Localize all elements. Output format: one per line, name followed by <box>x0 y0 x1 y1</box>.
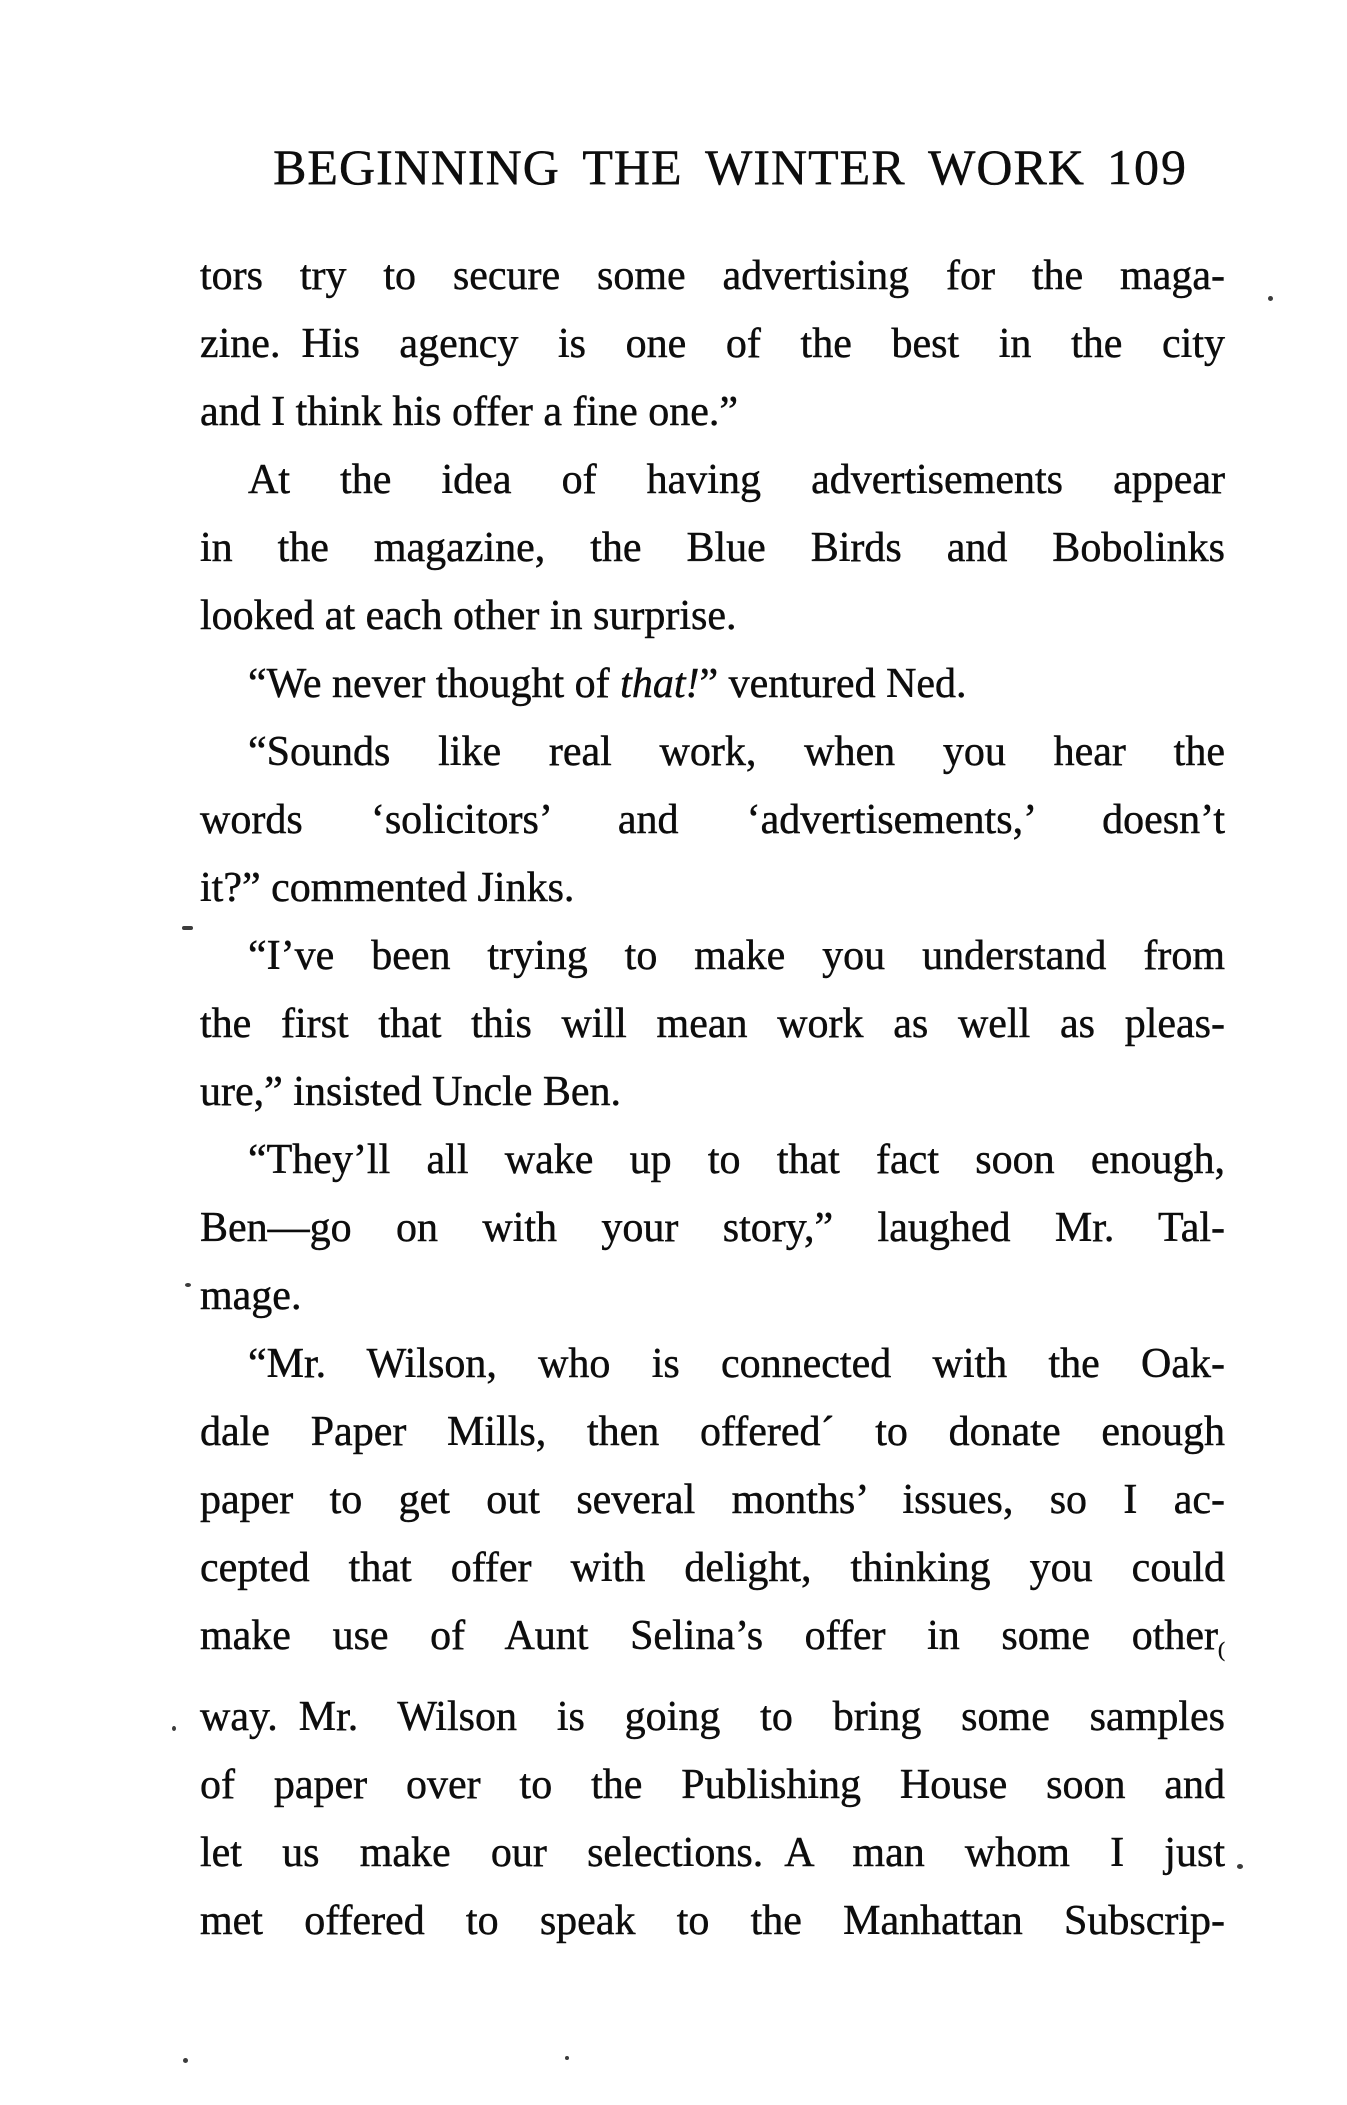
text-line <box>200 1887 1225 1955</box>
text-segment: ” ventured Ned. <box>699 661 967 707</box>
scan-speck <box>185 1283 191 1287</box>
text-segment: “We never thought of <box>248 661 621 707</box>
text-line <box>200 1058 1225 1126</box>
text-line <box>200 1602 1225 1683</box>
text-segment: looked at each other in surprise. <box>200 593 737 639</box>
text-segment: “I’ve been trying to make you understand from <box>248 933 1225 979</box>
text-line <box>200 1330 1225 1398</box>
text-segment: cepted that offer with delight, thinking you could <box>200 1545 1225 1591</box>
text-line <box>200 378 1225 446</box>
text-segment: zine. His agency is one of the best in the city <box>200 321 1225 367</box>
text-segment: let us make our selections. A man whom I just <box>200 1830 1225 1877</box>
text-line <box>200 582 1225 650</box>
text-line <box>200 1194 1225 1262</box>
text-line <box>200 1398 1225 1466</box>
body-text <box>200 242 1225 1955</box>
chapter-title: BEGINNING THE WINTER WORK <box>273 139 1085 195</box>
text-line <box>200 1534 1225 1602</box>
text-line <box>200 242 1225 310</box>
scan-speck <box>182 926 193 930</box>
text-line <box>200 718 1225 786</box>
text-segment: mage. <box>200 1273 302 1319</box>
text-line <box>200 1262 1225 1330</box>
text-line <box>200 1126 1225 1194</box>
text-line <box>200 854 1225 922</box>
text-segment: paper to get out several months’ issues, so I ac- <box>200 1477 1225 1523</box>
text-line <box>200 650 1225 718</box>
text-segment: the first that this will mean work as well as pleas- <box>200 1001 1225 1047</box>
text-segment: dale Paper Mills, then offered´ to donate enough <box>200 1409 1225 1455</box>
italic-text: that! <box>620 661 700 707</box>
text-segment: “Sounds like real work, when you hear the <box>248 729 1225 775</box>
scan-speck <box>1268 296 1273 301</box>
text-segment: ure,” insisted Uncle Ben. <box>200 1069 622 1115</box>
running-header <box>200 139 1225 195</box>
text-segment: “They’ll all wake up to that fact soon enough, <box>248 1137 1225 1183</box>
text-segment: it?” commented Jinks. <box>200 865 575 911</box>
scan-speck <box>172 1726 176 1731</box>
page-number: 109 <box>1106 139 1188 195</box>
text-line <box>200 446 1225 514</box>
text-segment: in the magazine, the Blue Birds and Bobolinks <box>200 525 1225 571</box>
text-segment: make use of Aunt Selina’s offer in some other <box>200 1613 1218 1659</box>
text-line <box>200 990 1225 1058</box>
text-segment: of paper over to the Publishing House soon and <box>200 1762 1225 1809</box>
text-line <box>200 922 1225 990</box>
text-segment: and I think his offer a fine one.” <box>200 389 739 435</box>
text-line <box>200 1751 1225 1819</box>
text-segment: Ben—go on with your story,” laughed Mr. Tal- <box>200 1205 1225 1251</box>
text-segment: way. Mr. Wilson is going to bring some samples <box>200 1694 1225 1741</box>
text-segment: “Mr. Wilson, who is connected with the Oak- <box>248 1341 1225 1387</box>
text-segment: met offered to speak to the Manhattan Subscrip- <box>200 1898 1225 1945</box>
text-segment: tors try to secure some advertising for the maga- <box>200 253 1225 299</box>
text-line <box>200 514 1225 582</box>
scan-speck <box>565 2056 569 2060</box>
text-line <box>200 1466 1225 1534</box>
text-segment: words ‘solicitors’ and ‘advertisements,’ doesn’t <box>200 797 1225 843</box>
text-line <box>200 1819 1225 1887</box>
scan-speck <box>183 2058 188 2063</box>
scan-speck <box>1237 1864 1243 1869</box>
text-line <box>200 1683 1225 1751</box>
stray-paren-mark: ( <box>1218 1637 1225 1662</box>
text-line <box>200 310 1225 378</box>
text-line <box>200 786 1225 854</box>
text-segment: At the idea of having advertisements appear <box>248 457 1225 503</box>
